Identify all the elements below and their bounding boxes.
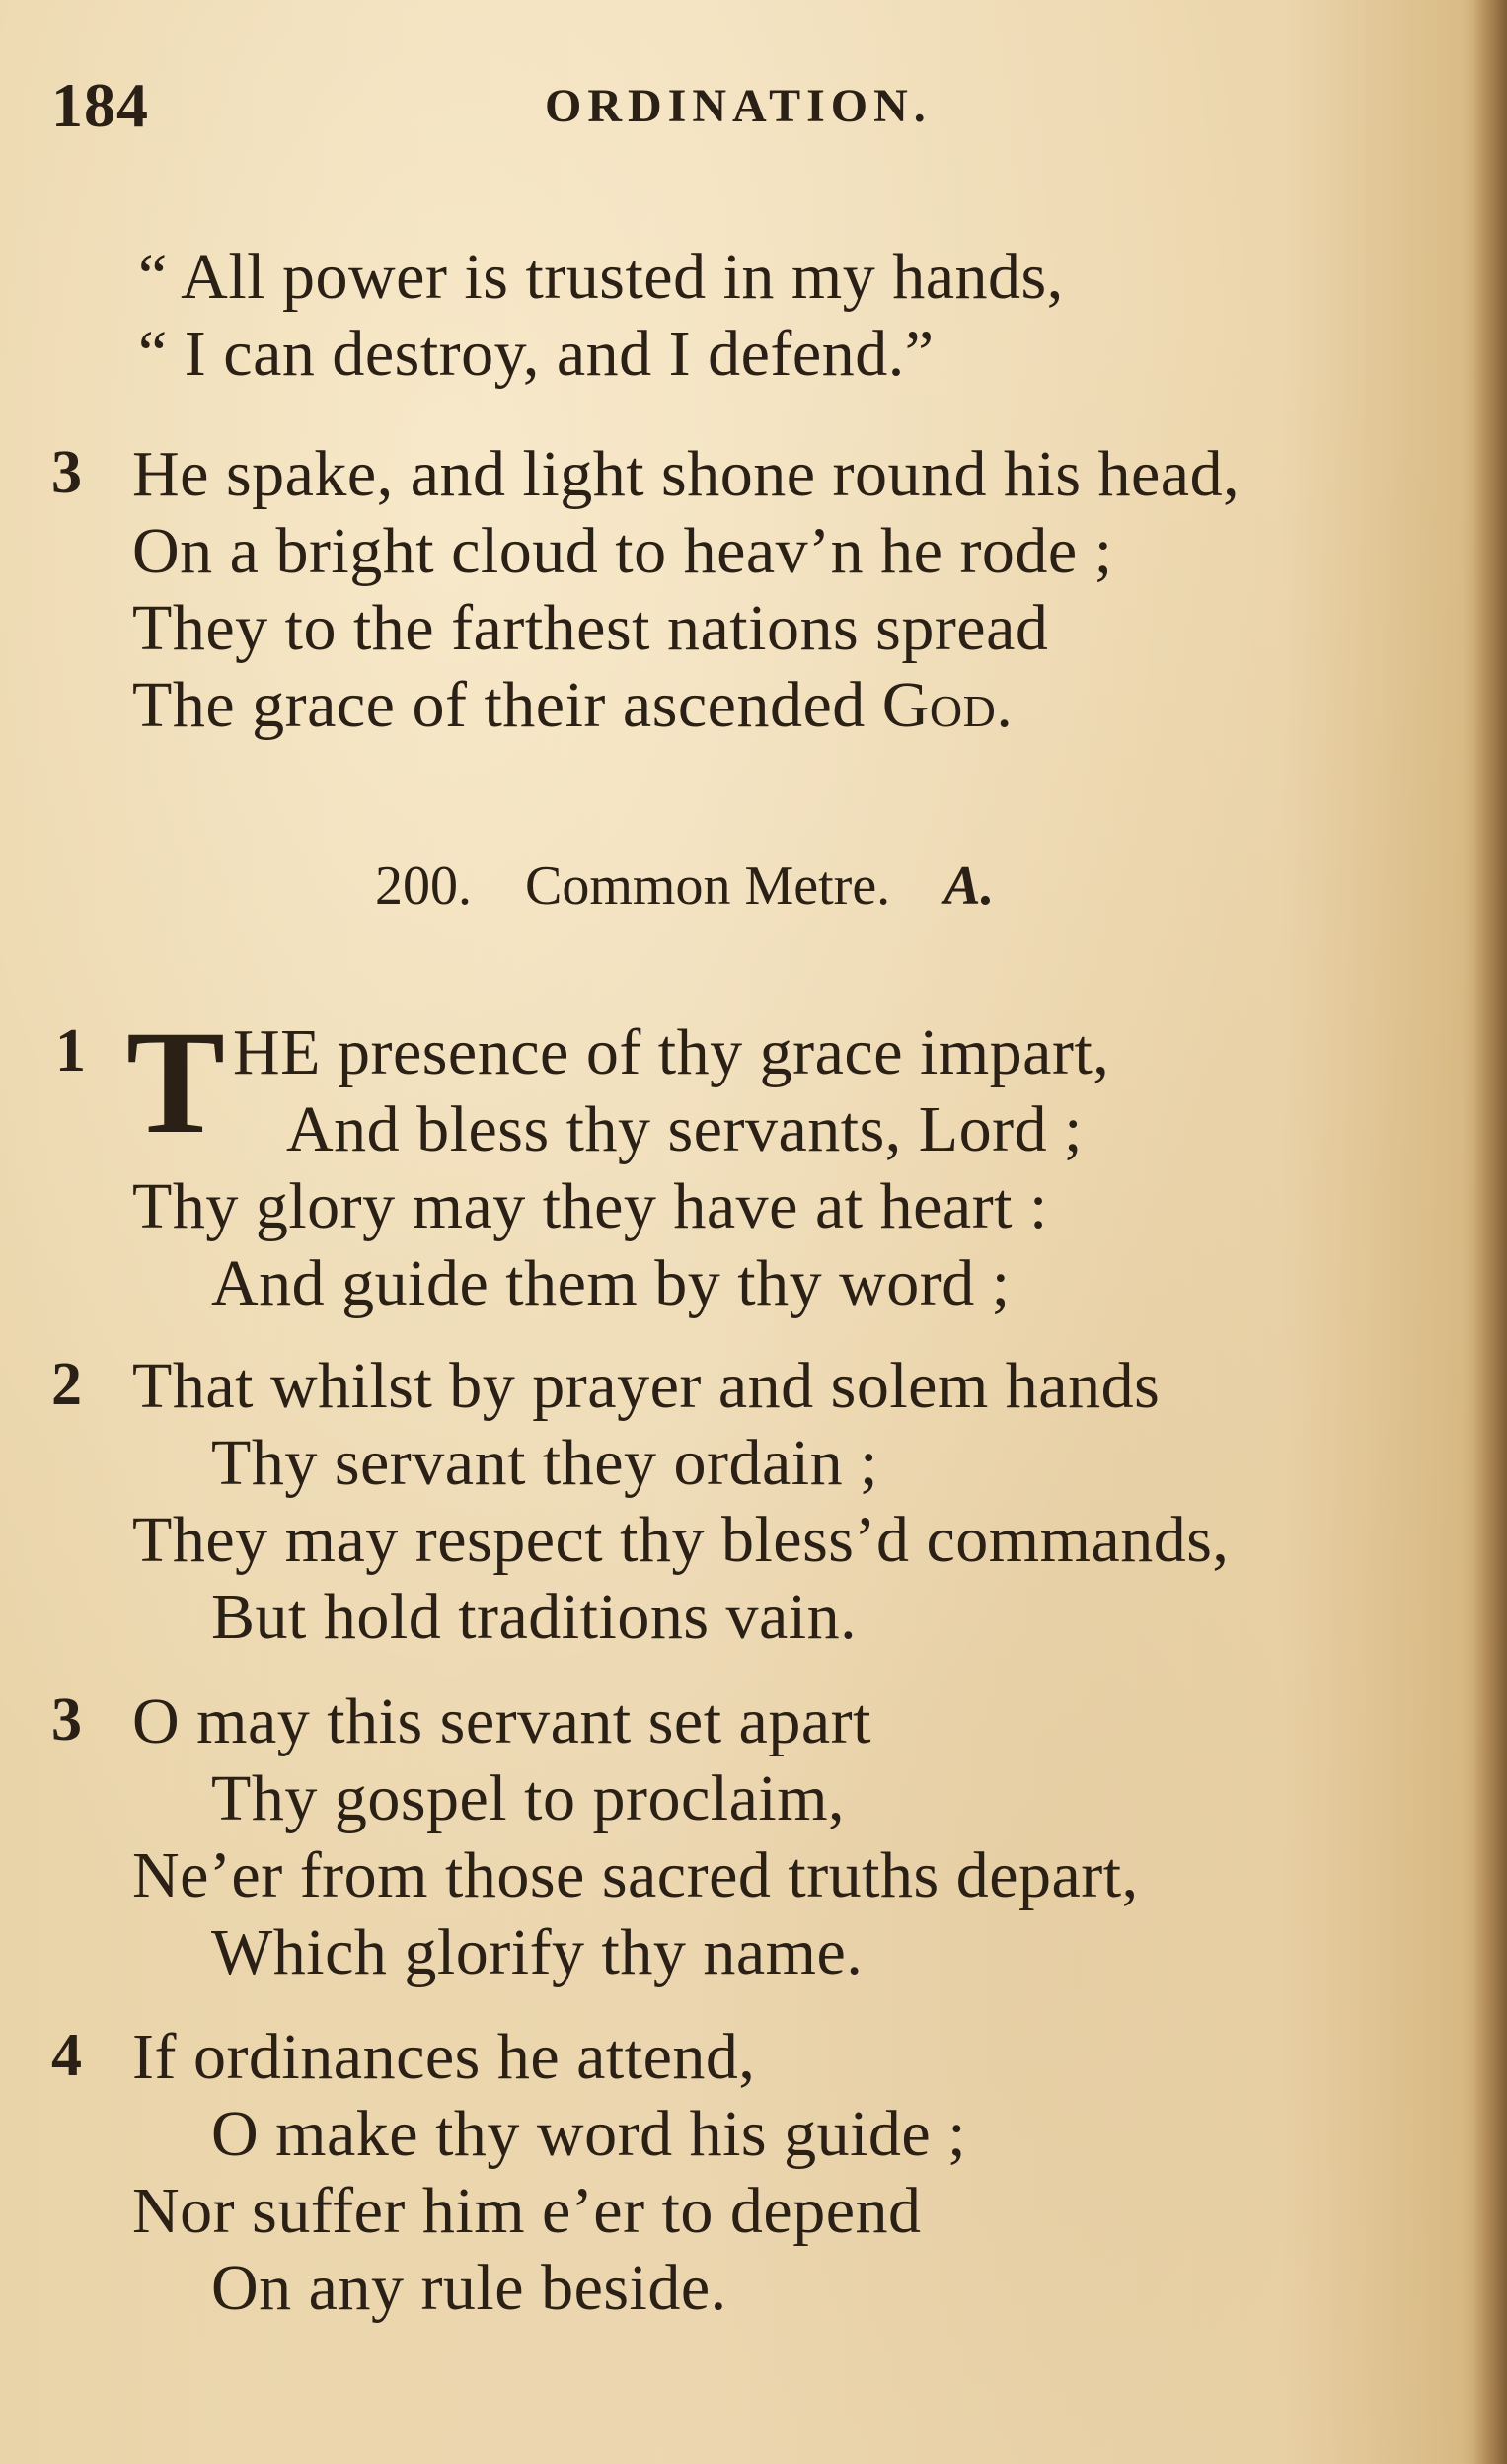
verse-line: On a bright cloud to heav’n he rode ; [132,515,1113,587]
divine-name: God. [881,669,1014,741]
verse-line: And guide them by thy word ; [211,1247,1011,1319]
verse-number: 1 [55,1017,86,1084]
continuation-line: “ I can destroy, and I defend.” [138,318,935,390]
continuation-line: “ All power is trusted in my hands, [138,241,1064,313]
verse-line-text: The grace of their ascended [132,669,882,741]
verse-line: On any rule beside. [211,2252,727,2324]
page-header [51,69,1413,158]
verse-number: 3 [51,1686,82,1754]
verse-number: 3 [51,439,82,506]
verse-line: They to the farthest nations spread [132,592,1049,664]
hymn-heading [375,856,995,917]
verse-line: Ne’er from those sacred truths depart, [132,1839,1139,1911]
verse-line: But hold traditions vain. [211,1581,858,1653]
verse-line: If ordinances he attend, [132,2021,756,2093]
verse-line: Thy gospel to proclaim, [211,1762,846,1834]
page-edge-shadow [1473,0,1507,2464]
verse-line: Thy glory may they have at heart : [132,1170,1048,1242]
page-number: 184 [51,70,149,140]
verse-line: They may respect thy bless’d commands, [132,1504,1230,1576]
verse-line: Nor suffer him e’er to depend [132,2175,922,2247]
verse-number: 2 [51,1351,82,1418]
verse-line: O may this servant set apart [132,1685,871,1757]
running-title: ORDINATION. [545,80,932,132]
drop-cap: T [126,1001,226,1164]
verse-line: O make thy word his guide ; [211,2098,967,2170]
hymn-metre-letter: A. [943,856,995,917]
verse-number: 4 [51,2022,82,2089]
verse-line [132,669,1014,741]
verse-line: Thy servant they ordain ; [211,1427,878,1499]
verse-line: That whilst by prayer and solem hands [132,1350,1161,1422]
hymn-number: 200. [375,856,472,917]
verse-line: He spake, and light shone round his head, [132,438,1241,510]
hymn-metre: Common Metre. [525,856,891,917]
verse-line: Which glorify thy name. [211,1916,864,1988]
verse-line: HE presence of thy grace impart, [233,1016,1110,1088]
verse-line: And bless thy servants, Lord ; [286,1093,1083,1165]
